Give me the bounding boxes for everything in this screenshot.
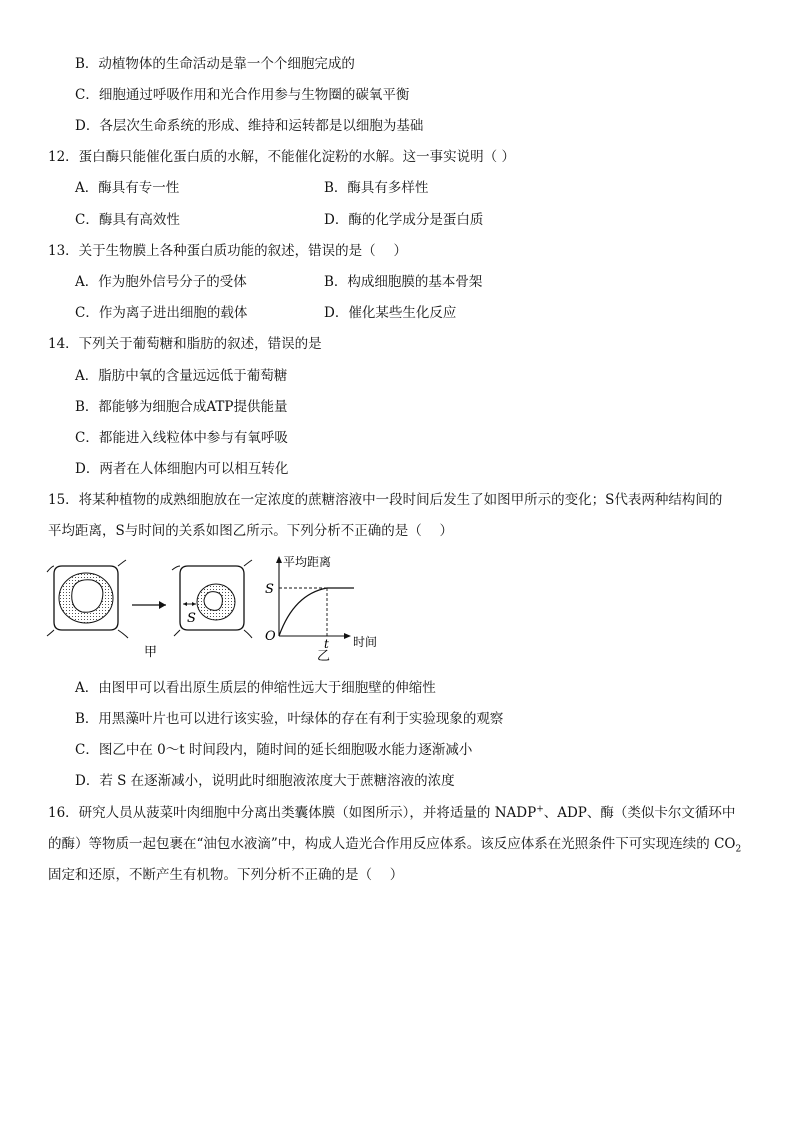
q15-stem-line2: 平均距离，S与时间的关系如图乙所示。下列分析不正确的是（ ） <box>48 523 454 539</box>
q15-figure <box>44 552 394 664</box>
q13-option-d: D．催化某些生化反应 <box>324 305 457 321</box>
q14-option-b: B．都能够为细胞合成ATP提供能量 <box>75 399 288 415</box>
plasmolyzed-cell-diagram <box>172 560 252 638</box>
q12-option-b: B．酶具有多样性 <box>324 180 429 196</box>
normal-cell-diagram <box>47 560 128 638</box>
q13-stem: 13．关于生物膜上各种蛋白质功能的叙述，错误的是（ ） <box>48 243 407 259</box>
q14-stem: 14．下列关于葡萄糖和脂肪的叙述，错误的是 <box>48 336 322 352</box>
q15-option-d: D．若 S 在逐渐减小，说明此时细胞液浓度大于蔗糖溶液的浓度 <box>75 773 455 789</box>
graph-origin-label: O <box>265 629 276 644</box>
nadp-superscript: + <box>536 804 544 815</box>
x-axis-arrow-icon <box>344 633 351 639</box>
graph-t-label: t <box>324 637 329 651</box>
q16-stem-part-b: 、ADP、酶（类似卡尔文循环中的酶）等物质一起包裹在“油包水液滴”中，构成人造光合作用反应体系。该反应体系在光照条件下可实现连续的 CO <box>48 805 736 852</box>
y-axis-arrow-icon <box>276 556 282 563</box>
q14-option-d: D．两者在人体细胞内可以相互转化 <box>75 461 289 477</box>
q11-option-d: D．各层次生命系统的形成、维持和运转都是以细胞为基础 <box>75 118 424 134</box>
fig-label-yi: 乙 <box>317 649 331 664</box>
q12-stem: 12．蛋白酶只能催化蛋白质的水解，不能催化淀粉的水解。这一事实说明（ ） <box>48 149 515 165</box>
co2-subscript: 2 <box>735 844 742 855</box>
q13-option-c: C．作为离子进出细胞的载体 <box>75 305 248 321</box>
q15-option-b: B．用黑藻叶片也可以进行该实验，叶绿体的存在有利于实验现象的观察 <box>75 711 504 727</box>
q13-option-b: B．构成细胞膜的基本骨架 <box>324 274 483 290</box>
fig-label-jia: 甲 <box>144 645 158 660</box>
q15-option-a: A．由图甲可以看出原生质层的伸缩性远大于细胞壁的伸缩性 <box>75 680 436 696</box>
graph-y-label: 平均距离 <box>283 555 332 569</box>
q14-option-a: A．脂肪中氧的含量远远低于葡萄糖 <box>75 368 288 384</box>
q12-option-d: D．酶的化学成分是蛋白质 <box>324 212 484 228</box>
graph-x-label: 时间 <box>353 635 378 649</box>
q12-option-a: A．酶具有专一性 <box>75 180 180 196</box>
q16-stem-part-a: 16．研究人员从菠菜叶肉细胞中分离出类囊体膜（如图所示），并将适量的 NADP <box>48 805 537 821</box>
q15-option-c: C．图乙中在 0～t 时间段内，随时间的延长细胞吸水能力逐渐减小 <box>75 742 473 758</box>
q13-option-a: A．作为胞外信号分子的受体 <box>75 274 247 290</box>
q12-option-c: C．酶具有高效性 <box>75 212 180 228</box>
fig-s-label: S <box>187 611 196 626</box>
q16-stem-part-c: 固定和还原，不断产生有机物。下列分析不正确的是（ ） <box>48 867 404 883</box>
q11-option-c: C．细胞通过呼吸作用和光合作用参与生物圈的碳氧平衡 <box>75 87 410 103</box>
s-curve <box>279 588 354 636</box>
graph-s-label: S <box>265 582 274 597</box>
q16-stem <box>48 798 748 891</box>
q11-option-b: B．动植物体的生命活动是靠一个个细胞完成的 <box>75 56 355 72</box>
q14-option-c: C．都能进入线粒体中参与有氧呼吸 <box>75 430 288 446</box>
arrow-head-icon <box>159 601 166 609</box>
q15-stem-line1: 15．将某种植物的成熟细胞放在一定浓度的蔗糖溶液中一段时间后发生了如图甲所示的变化；S代表两种结构间的 <box>48 492 723 508</box>
